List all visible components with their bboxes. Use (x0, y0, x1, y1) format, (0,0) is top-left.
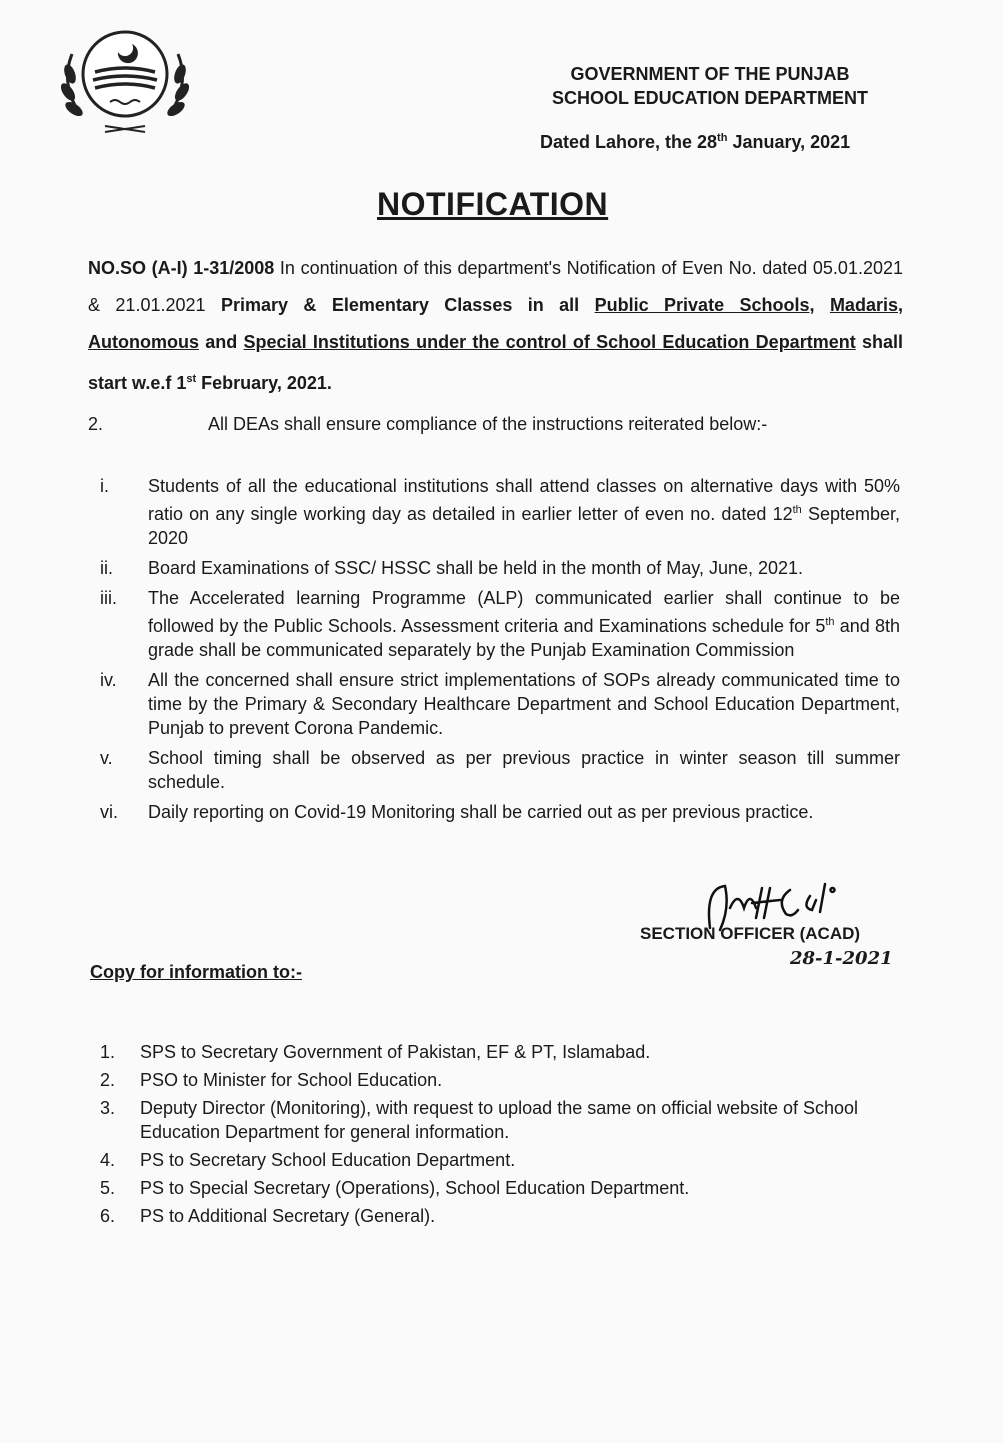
instruction-text: All the concerned shall ensure strict implementations of SOPs already communicated time to time by the Primary & Secondary Healthcare Department and School Education Department, Punjab to prevent Corona Pandemic. (148, 670, 900, 738)
instruction-text: Board Examinations of SSC/ HSSC shall be held in the month of May, June, 2021. (148, 558, 804, 578)
recipient-number: 1. (100, 1042, 116, 1062)
instruction-item (100, 586, 900, 662)
para1-sup: st (186, 373, 197, 385)
notification-number: NO.SO (A-I) 1-31/2008 (88, 258, 275, 278)
para1-bold-1: Primary & Elementary Classes in all (220, 295, 595, 315)
recipient-item (100, 1176, 900, 1200)
header-line-department: SCHOOL EDUCATION DEPARTMENT (551, 88, 868, 108)
recipient-item (100, 1096, 900, 1144)
recipient-number: 2. (100, 1070, 116, 1090)
instruction-text-after: September, 2020 (148, 504, 901, 548)
recipient-item (100, 1148, 900, 1172)
para1-and: and (198, 332, 244, 352)
para1-comma-2: , (897, 295, 903, 315)
recipient-item (100, 1204, 900, 1228)
signature-date: 28-1-2021 (790, 948, 893, 969)
instruction-item (100, 800, 900, 824)
notification-paragraph-1 (88, 250, 903, 402)
recipient-text: Deputy Director (Monitoring), with request to upload the same on official website of School Education Department for general information. (140, 1098, 859, 1142)
instruction-number: v. (100, 748, 113, 768)
instruction-sup: th (825, 616, 835, 628)
instruction-list (100, 474, 900, 830)
instruction-number: i. (100, 476, 109, 496)
instruction-text-after: and 8th grade shall be communicated separately by the Punjab Examination Commission (148, 616, 900, 660)
para1-text: In continuation of this department's Notification of Even No. dated 05.01.2021 & 21.01.2021 (88, 258, 903, 315)
instruction-sup: th (792, 504, 802, 516)
para2-number: 2. (88, 414, 104, 434)
recipient-text: PS to Secretary School Education Department. (140, 1150, 516, 1170)
header-line-government: GOVERNMENT OF THE PUNJAB (570, 64, 850, 84)
recipient-number: 4. (100, 1150, 116, 1170)
copy-for-information-heading: Copy for information to:- (90, 962, 302, 982)
para1-underline-2: Madaris (829, 295, 898, 315)
para1-underline-3: Autonomous (88, 332, 199, 352)
para1-comma-1: , (809, 295, 830, 315)
instruction-number: ii. (100, 558, 113, 578)
recipient-text: SPS to Secretary Government of Pakistan, EF & PT, Islamabad. (140, 1042, 651, 1062)
signatory-title: SECTION OFFICER (ACAD) (640, 924, 861, 943)
para1-underline-4: Special Institutions under the control of School Education Department (243, 332, 856, 352)
instruction-text: School timing shall be observed as per previous practice in winter season till summer schedule. (148, 748, 900, 792)
dated-prefix: Dated Lahore, the 28 (540, 132, 718, 152)
para1-bold-2: shall start w.e.f 1 (88, 332, 903, 393)
instruction-item (100, 556, 900, 580)
recipient-text: PS to Special Secretary (Operations), School Education Department. (140, 1178, 690, 1198)
instruction-text: Daily reporting on Covid-19 Monitoring shall be carried out as per previous practice. (148, 802, 814, 822)
copy-recipients-list (100, 1040, 900, 1232)
instruction-number: vi. (100, 802, 118, 822)
instruction-text: Students of all the educational institutions shall attend classes on alternative days with 50% ratio on any single working day as detailed in earlier letter of even no. dated 12 (148, 476, 900, 524)
para1-bold-3: February, 2021. (196, 373, 332, 393)
recipient-text: PS to Additional Secretary (General). (140, 1206, 436, 1226)
recipient-number: 6. (100, 1206, 116, 1226)
punjab-government-emblem-icon (50, 14, 200, 144)
instruction-item (100, 474, 900, 550)
instruction-item (100, 746, 900, 794)
recipient-number: 3. (100, 1098, 116, 1118)
instruction-number: iii. (100, 588, 117, 608)
para2-text: All DEAs shall ensure compliance of the instructions reiterated below:- (208, 414, 768, 434)
recipient-text: PSO to Minister for School Education. (140, 1070, 443, 1090)
dated-sup: th (717, 132, 728, 144)
recipient-item (100, 1068, 900, 1092)
para1-underline-1: Public Private Schools (594, 295, 810, 315)
instruction-number: iv. (100, 670, 117, 690)
recipient-number: 5. (100, 1178, 116, 1198)
dated-suffix: January, 2021 (727, 132, 851, 152)
instruction-item (100, 668, 900, 740)
notification-paragraph-2 (88, 414, 767, 435)
instruction-text: The Accelerated learning Programme (ALP) communicated earlier shall continue to be followed by the Public Schools. Assessment criteria and Examinations schedule for 5 (148, 588, 900, 636)
notification-title: NOTIFICATION (377, 186, 609, 222)
dated-line (540, 132, 850, 153)
department-header (520, 62, 900, 110)
recipient-item (100, 1040, 900, 1064)
